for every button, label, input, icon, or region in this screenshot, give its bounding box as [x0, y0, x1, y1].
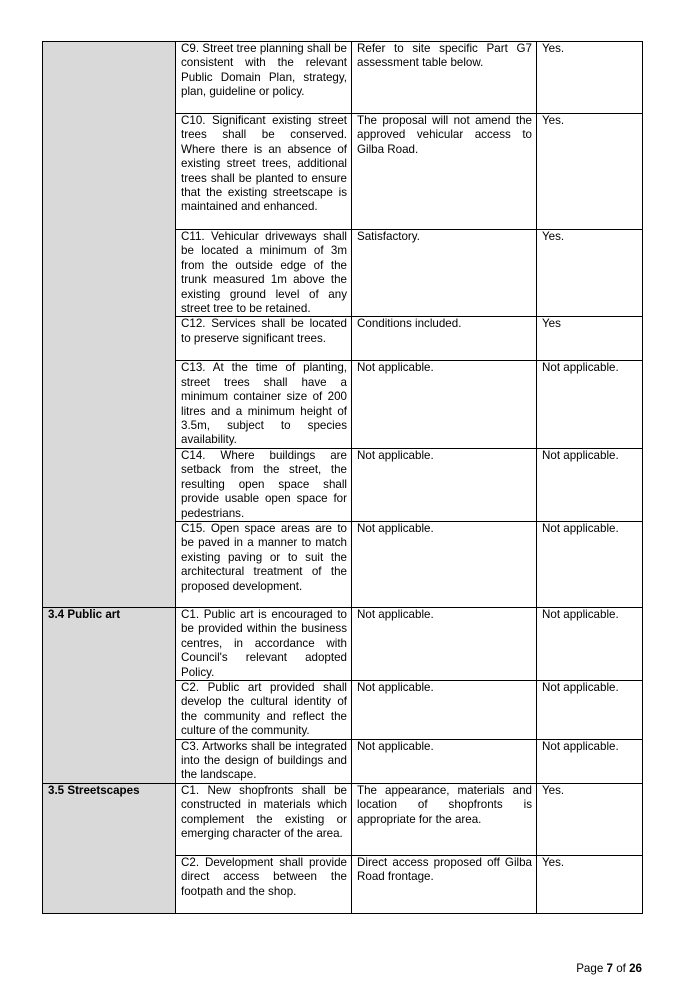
comment-cell: Not applicable. — [352, 739, 537, 783]
comment-cell: The appearance, materials and location of shopfronts is appropriate for the area. — [352, 783, 537, 855]
control-cell: C1. New shopfronts shall be constructed in materials which complement the existing or emerging character of the area. — [176, 783, 352, 855]
comment-cell: The proposal will not amend the approved vehicular access to Gilba Road. — [352, 114, 537, 230]
comment-cell: Conditions included. — [352, 317, 537, 361]
comment-cell: Not applicable. — [352, 361, 537, 448]
control-cell: C15. Open space areas are to be paved in a manner to match existing paving or to suit the architectural treatment of the proposed development. — [176, 521, 352, 607]
complies-cell: Yes. — [537, 230, 643, 317]
control-cell: C10. Significant existing street trees shall be conserved. Where there is an absence of existing street trees, additional trees shall be planted to ensure that the existing streetscape is maintained and enhanced. — [176, 114, 352, 230]
of-label: of — [616, 962, 626, 975]
complies-cell: Not applicable. — [537, 680, 643, 739]
section-heading-public-art: 3.4 Public art — [43, 607, 176, 783]
table-row — [43, 607, 643, 680]
page-number: 7 — [606, 962, 613, 975]
comment-cell: Direct access proposed off Gilba Road frontage. — [352, 855, 537, 913]
comment-cell: Not applicable. — [352, 680, 537, 739]
section-heading-streetscapes: 3.5 Streetscapes — [43, 783, 176, 913]
complies-cell: Not applicable. — [537, 739, 643, 783]
control-cell: C1. Public art is encouraged to be provided within the business centres, in accordance with Council's relevant adopted Policy. — [176, 607, 352, 680]
control-cell: C14. Where buildings are setback from the street, the resulting open space shall provide usable open space for pedestrians. — [176, 448, 352, 521]
section-cell — [43, 42, 176, 608]
table-row — [43, 42, 643, 114]
complies-cell: Yes. — [537, 855, 643, 913]
control-cell: C9. Street tree planning shall be consistent with the relevant Public Domain Plan, strategy, plan, guideline or policy. — [176, 42, 352, 114]
complies-cell: Yes. — [537, 114, 643, 230]
control-cell: C12. Services shall be located to preserve significant trees. — [176, 317, 352, 361]
comment-cell: Satisfactory. — [352, 230, 537, 317]
page-footer — [576, 962, 642, 975]
complies-cell: Yes — [537, 317, 643, 361]
table-row — [43, 783, 643, 855]
complies-cell: Not applicable. — [537, 361, 643, 448]
complies-cell: Not applicable. — [537, 607, 643, 680]
page-total: 26 — [629, 962, 642, 975]
comment-cell: Not applicable. — [352, 521, 537, 607]
comment-cell: Not applicable. — [352, 448, 537, 521]
complies-cell: Yes. — [537, 783, 643, 855]
control-cell: C3. Artworks shall be integrated into the design of buildings and the landscape. — [176, 739, 352, 783]
control-cell: C11. Vehicular driveways shall be located a minimum of 3m from the outside edge of the trunk measured 1m above the existing ground level of any street tree to be retained. — [176, 230, 352, 317]
compliance-table — [42, 41, 643, 914]
page-label: Page — [576, 962, 604, 975]
control-cell: C2. Public art provided shall develop the cultural identity of the community and reflect the culture of the community. — [176, 680, 352, 739]
comment-cell: Refer to site specific Part G7 assessment table below. — [352, 42, 537, 114]
complies-cell: Not applicable. — [537, 448, 643, 521]
complies-cell: Yes. — [537, 42, 643, 114]
control-cell: C13. At the time of planting, street trees shall have a minimum container size of 200 litres and a minimum height of 3.5m, subject to species availability. — [176, 361, 352, 448]
control-cell: C2. Development shall provide direct access between the footpath and the shop. — [176, 855, 352, 913]
complies-cell: Not applicable. — [537, 521, 643, 607]
comment-cell: Not applicable. — [352, 607, 537, 680]
